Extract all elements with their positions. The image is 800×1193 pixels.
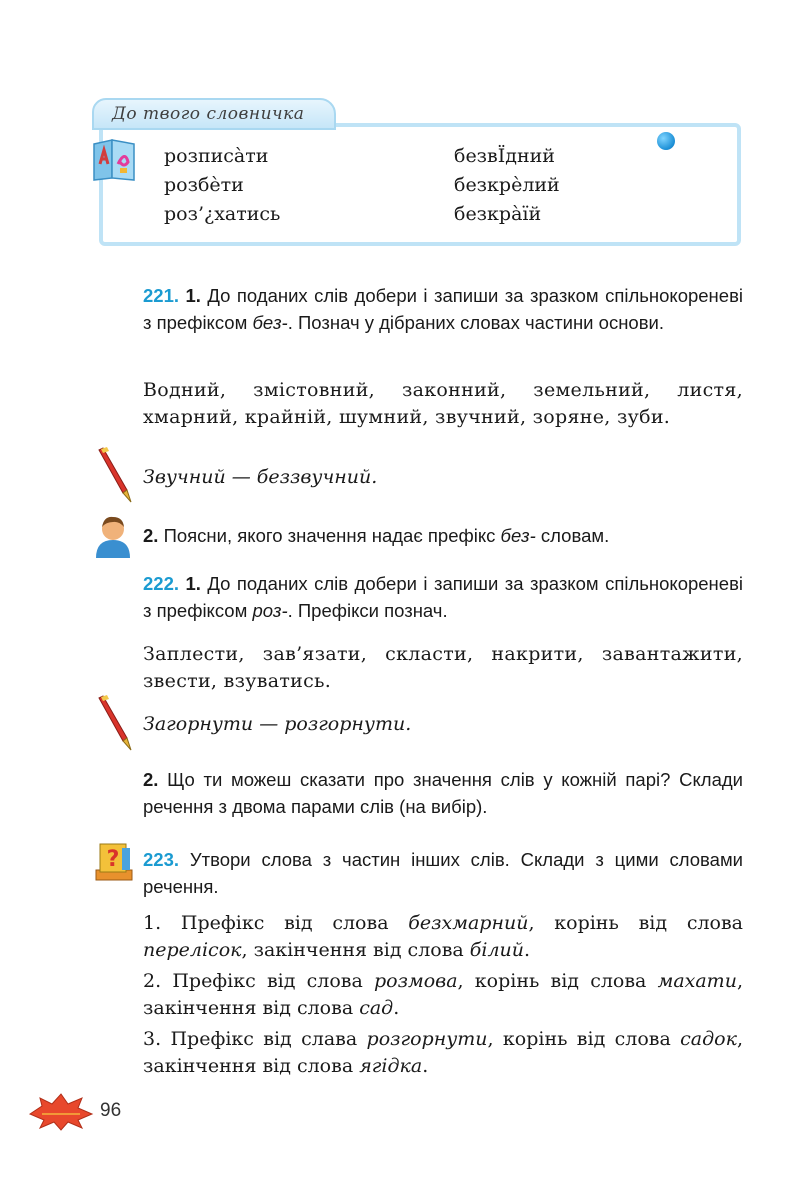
item-word: сад — [359, 997, 394, 1019]
prefix-term: без- — [252, 312, 288, 333]
vocabulary-title: До твого словничка — [92, 98, 336, 130]
exercise-222-example: Загорнути — розгорнути. — [143, 713, 412, 735]
item-text: . — [422, 1055, 429, 1077]
step-number: 1. — [185, 285, 201, 306]
exercise-number: 223. — [143, 849, 180, 870]
exercise-223-task — [143, 846, 743, 900]
pen-icon — [93, 694, 137, 754]
item-text: , закінчення від слова — [143, 1028, 743, 1077]
blue-dot-icon — [657, 132, 675, 150]
item-word: садок — [680, 1028, 737, 1050]
page-number: 96 — [100, 1100, 122, 1121]
exercise-221-task — [143, 282, 743, 336]
item-text: Префікс від слава — [161, 1028, 367, 1050]
item-word: махати — [657, 970, 737, 992]
vocab-word-left-2: розбѐти — [164, 174, 244, 196]
exercise-number: 222. — [143, 573, 180, 594]
item-number: 1. — [143, 912, 162, 934]
exercise-223-item-3 — [143, 1026, 743, 1080]
alphabet-book-icon — [90, 134, 140, 184]
item-number: 3. — [143, 1028, 162, 1050]
vocab-word-left-1: розписа̀ти — [164, 145, 269, 167]
pen-icon — [93, 446, 137, 506]
task-text: . Префікси познач. — [287, 600, 448, 621]
item-word: розгорнути — [366, 1028, 488, 1050]
exercise-222-task-2 — [143, 766, 743, 820]
question-books-icon — [92, 836, 136, 884]
vocab-word-right-3: безкра̀їй — [454, 203, 542, 225]
exercise-221-example: Звучний — беззвучний. — [143, 466, 378, 488]
item-text: , корінь від слова — [487, 1028, 681, 1050]
item-number: 2. — [143, 970, 162, 992]
task-text: . Познач у дібраних словах частини основи. — [287, 312, 665, 333]
exercise-223-item-2 — [143, 968, 743, 1022]
item-word: безхмарний — [408, 912, 529, 934]
item-text: , корінь від слова — [528, 912, 743, 934]
vocab-word-right-1: безвЇдний — [454, 145, 555, 167]
task-text: словам. — [535, 525, 610, 546]
svg-text:?: ? — [106, 847, 120, 872]
exercise-223-item-1 — [143, 910, 743, 964]
item-text: Префікс від слова — [161, 912, 409, 934]
task-text: Утвори слова з частин інших слів. Склади з цими словами речення. — [143, 849, 743, 897]
item-text: Префікс від слова — [161, 970, 374, 992]
task-text: До поданих слів добери і запиши за зразком спільнокореневі з префіксом — [143, 285, 744, 333]
item-text: , закінчення від слова — [143, 970, 743, 1019]
exercise-221-task-2 — [143, 522, 743, 549]
item-word: ягідка — [359, 1055, 423, 1077]
step-number: 2. — [143, 769, 159, 790]
prefix-term: без- — [500, 525, 536, 546]
exercise-222-words: Заплести, зав’язати, скласти, накрити, завантажити, звести, взуватись. — [143, 643, 743, 692]
vocab-word-right-2: безкрѐлий — [454, 174, 560, 196]
student-icon — [92, 514, 134, 558]
item-word: білий — [469, 939, 525, 961]
item-word: перелісок — [143, 939, 242, 961]
task-text: До поданих слів добери і запиши за зразком спільнокореневі з префіксом — [143, 573, 744, 621]
maple-leaf-icon — [28, 1092, 94, 1132]
item-text: , закінчення від слова — [241, 939, 470, 961]
item-text: , корінь від слова — [457, 970, 658, 992]
exercise-222-task — [143, 570, 743, 624]
step-number: 2. — [143, 525, 159, 546]
item-text: . — [524, 939, 531, 961]
exercise-number: 221. — [143, 285, 180, 306]
exercise-221-words: Водний, змістовний, законний, земельний, листя, хмарний, крайній, шумний, звучний, зоряне, зуби. — [143, 379, 743, 428]
task-text: Поясни, якого значення надає префікс — [158, 525, 501, 546]
item-text: . — [393, 997, 400, 1019]
task-text: Що ти можеш сказати про значення слів у кожній парі? Склади речення з двома парами слів (на вибір). — [143, 769, 743, 817]
vocab-word-left-3: роз’¿хатись — [164, 203, 281, 225]
step-number: 1. — [185, 573, 201, 594]
item-word: розмова — [374, 970, 458, 992]
prefix-term: роз- — [252, 600, 288, 621]
